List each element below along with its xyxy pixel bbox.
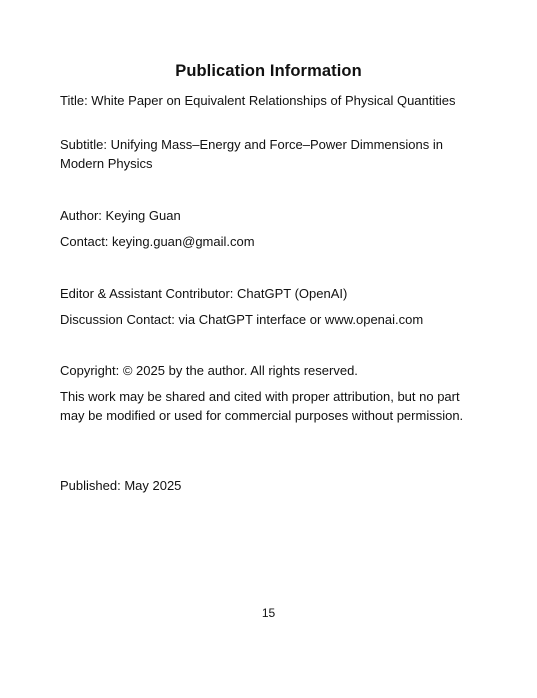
copyright-line: Copyright: © 2025 by the author. All rights reserved. — [60, 363, 358, 378]
page-number: 15 — [261, 606, 276, 620]
editor-line: Editor & Assistant Contributor: ChatGPT (OpenAI) — [60, 286, 348, 301]
subtitle-line: Subtitle: Unifying Mass–Energy and Force–Power Dimmensions in Modern Physics — [60, 137, 443, 171]
published-line: Published: May 2025 — [60, 478, 182, 493]
page-heading: Publication Information — [175, 62, 362, 80]
license-text: This work may be shared and cited with proper attribution, but no part may be modified or used for commercial purposes without permission. — [60, 389, 464, 423]
author-line: Author: Keying Guan — [60, 208, 181, 223]
contact-line: Contact: keying.guan@gmail.com — [60, 234, 255, 249]
discussion-line: Discussion Contact: via ChatGPT interface or www.openai.com — [60, 312, 424, 327]
title-line: Title: White Paper on Equivalent Relationships of Physical Quantities — [60, 93, 456, 108]
